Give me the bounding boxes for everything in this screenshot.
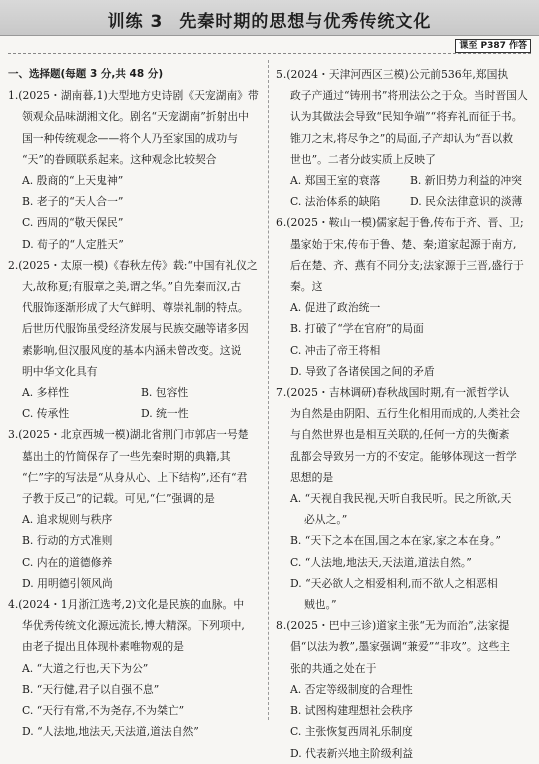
option-d: D. 民众法律意识的淡薄 bbox=[410, 195, 523, 209]
option-row bbox=[8, 382, 262, 403]
option-a: A. “天视自我民视,天听自我民听。民之所欲,天 bbox=[290, 492, 512, 506]
option-d: D. 代表新兴地主阶级利益 bbox=[290, 746, 414, 760]
question-line: 墓出土的竹简保存了一些先秦时期的典籍,其 bbox=[22, 449, 231, 463]
option-a: A. 殷商的“上天鬼神” bbox=[22, 174, 124, 188]
question-line: 思想的是 bbox=[290, 470, 334, 484]
question-4 bbox=[8, 594, 262, 742]
question-line: “天”的眷顾联系起来。这种观念比较契合 bbox=[22, 152, 217, 166]
question-line: 明中华文化具有 bbox=[22, 364, 98, 378]
column-divider bbox=[268, 60, 269, 720]
option-c: C. “人法地,地法天,天法道,道法自然。” bbox=[290, 555, 472, 569]
answer-page-ref: 课至 P387 作答 bbox=[455, 39, 531, 53]
option-a: A. 郑国王室的衰落 bbox=[290, 174, 381, 188]
option-c: C. 冲击了帝王将相 bbox=[290, 343, 381, 357]
question-line: 墨家始于宋,传布于鲁、楚、秦;道家起源于南方, bbox=[290, 237, 517, 251]
question-line: 6.(2025・鞍山一模)儒家起于鲁,传布于齐、晋、卫; bbox=[276, 216, 524, 230]
question-line: 华优秀传统文化源远流长,博大精深。下列项中, bbox=[22, 619, 245, 633]
title-bar bbox=[0, 0, 539, 36]
question-6 bbox=[276, 212, 532, 382]
section-heading: 一、选择题(每题 3 分,共 48 分) bbox=[8, 68, 164, 80]
question-3 bbox=[8, 424, 262, 594]
question-5 bbox=[276, 64, 532, 212]
question-1 bbox=[8, 85, 262, 255]
option-row bbox=[276, 191, 532, 212]
option-b: B. 试图构建理想社会秩序 bbox=[290, 704, 413, 718]
option-b: B. 包容性 bbox=[141, 386, 189, 400]
question-line: 3.(2025・北京西城一模)湖北省荆门市郭店一号楚 bbox=[8, 428, 249, 442]
option-c: C. 内在的道德修养 bbox=[22, 555, 113, 569]
question-line: 与自然世界也是相互关联的,任何一方的失衡紊 bbox=[290, 428, 510, 442]
question-2 bbox=[8, 255, 262, 425]
question-line: 2.(2025・太原一模)《春秋左传》载:“中国有礼仪之 bbox=[8, 258, 258, 272]
page-title bbox=[0, 7, 539, 32]
option-d: D. 荀子的“人定胜天” bbox=[22, 237, 124, 251]
lesson-title: 先秦时期的思想与优秀传统文化 bbox=[179, 12, 432, 32]
option-b: B. 打破了“学在官府”的局面 bbox=[290, 322, 424, 336]
option-a-cont: 必从之。” bbox=[304, 513, 348, 527]
question-line: 秦。这 bbox=[290, 280, 323, 294]
question-line: 政子产通过“铸刑书”将刑法公之于众。当时晋国人 bbox=[290, 89, 528, 103]
left-column bbox=[8, 64, 262, 743]
option-d-cont: 贼也。” bbox=[304, 598, 337, 612]
option-a: A. 多样性 bbox=[22, 386, 70, 400]
option-d: D. 统一性 bbox=[141, 407, 189, 421]
right-column bbox=[276, 64, 532, 764]
option-a: A. “大道之行也,天下为公” bbox=[22, 661, 149, 675]
option-a: A. 否定等级制度的合理性 bbox=[290, 682, 413, 696]
option-b: B. “天行健,君子以自强不息” bbox=[22, 682, 160, 696]
option-c: C. 主张恢复西周礼乐制度 bbox=[290, 725, 413, 739]
option-c: C. 传承性 bbox=[22, 407, 70, 421]
option-d: D. 用明德引领风尚 bbox=[22, 576, 113, 590]
option-d: D. 导致了各诸侯国之间的矛盾 bbox=[290, 364, 435, 378]
option-d: D. “人法地,地法天,天法道,道法自然” bbox=[22, 725, 199, 739]
lesson-number: 训练 3 bbox=[107, 12, 164, 32]
option-row bbox=[276, 170, 532, 191]
question-line: 国一种传统观念——将个人乃至家国的成功与 bbox=[22, 131, 238, 145]
question-8 bbox=[276, 615, 532, 763]
question-line: 领观众品味湖湘文化。剧名“天宠湖南”折射出中 bbox=[22, 110, 249, 124]
question-line: 张的共通之处在于 bbox=[290, 661, 377, 675]
option-c: C. 法治体系的缺陷 bbox=[290, 195, 381, 209]
option-d: D. “天必欲人之相爱相利,而不欲人之相恶相 bbox=[290, 576, 498, 590]
option-b: B. “天下之本在国,国之本在家,家之本在身。” bbox=[290, 534, 501, 548]
option-c: C. 西周的“敬天保民” bbox=[22, 216, 124, 230]
question-line: 1.(2025・湖南暮,1)大型地方史诗剧《天宠湖南》带 bbox=[8, 89, 259, 103]
question-line: 世也”。二者分歧实质上反映了 bbox=[290, 152, 436, 166]
question-line: 为自然是由阴阳、五行生化相用而成的,人类社会 bbox=[290, 407, 521, 421]
option-b: B. 行动的方式准则 bbox=[22, 534, 113, 548]
question-line: 乱都会导致另一方的不安定。能够体现这一哲学 bbox=[290, 449, 517, 463]
question-line: 4.(2024・1月浙江选考,2)文化是民族的血脉。中 bbox=[8, 598, 245, 612]
question-line: 倡“以法为教”,墨家强调“兼爱”“非攻”。这些主 bbox=[290, 640, 511, 654]
question-line: 代服饰逐渐形成了大气鲜明、尊崇礼制的特点。 bbox=[22, 301, 249, 315]
question-line: 素影响,但汉服风度的基本内涵未曾改变。这说 bbox=[22, 343, 242, 357]
question-line: 由老子提出且体现朴素唯物观的是 bbox=[22, 640, 184, 654]
option-b: B. 老子的“天人合一” bbox=[22, 195, 124, 209]
option-a: A. 追求规则与秩序 bbox=[22, 513, 113, 527]
option-a: A. 促进了政治统一 bbox=[290, 301, 381, 315]
question-line: 大,故称夏;有服章之美,谓之华。”自先秦而汉,古 bbox=[22, 280, 242, 294]
question-line: “仁”字的写法是“从身从心、上下结构”,还有“君 bbox=[22, 470, 248, 484]
question-line: 后在楚、齐、燕有不同分支;法家源于三晋,盛行于 bbox=[290, 258, 524, 272]
question-line: 锥刀之末,将尽争之”的局面,子产却认为“吾以救 bbox=[290, 131, 514, 145]
question-line: 7.(2025・吉林调研)春秋战国时期,有一派哲学认 bbox=[276, 386, 510, 400]
option-b: B. 新旧势力利益的冲突 bbox=[410, 174, 522, 188]
question-line: 子教于反己”的记载。可见,“仁”强调的是 bbox=[22, 492, 215, 506]
question-7 bbox=[276, 382, 532, 615]
question-line: 认为其做法会导致“民知争端”“将弃礼而征于书。 bbox=[290, 110, 523, 124]
question-line: 8.(2025・巴中三诊)道家主张“无为而治”,法家提 bbox=[276, 619, 510, 633]
question-line: 后世历代服饰虽受经济发展与民族交融等诸多因 bbox=[22, 322, 249, 336]
option-c: C. “天行有常,不为尧存,不为桀亡” bbox=[22, 704, 185, 718]
sub-bar bbox=[8, 38, 531, 54]
question-line: 5.(2024・天津河西区三模)公元前536年,郑国执 bbox=[276, 68, 509, 81]
option-row bbox=[8, 403, 262, 424]
